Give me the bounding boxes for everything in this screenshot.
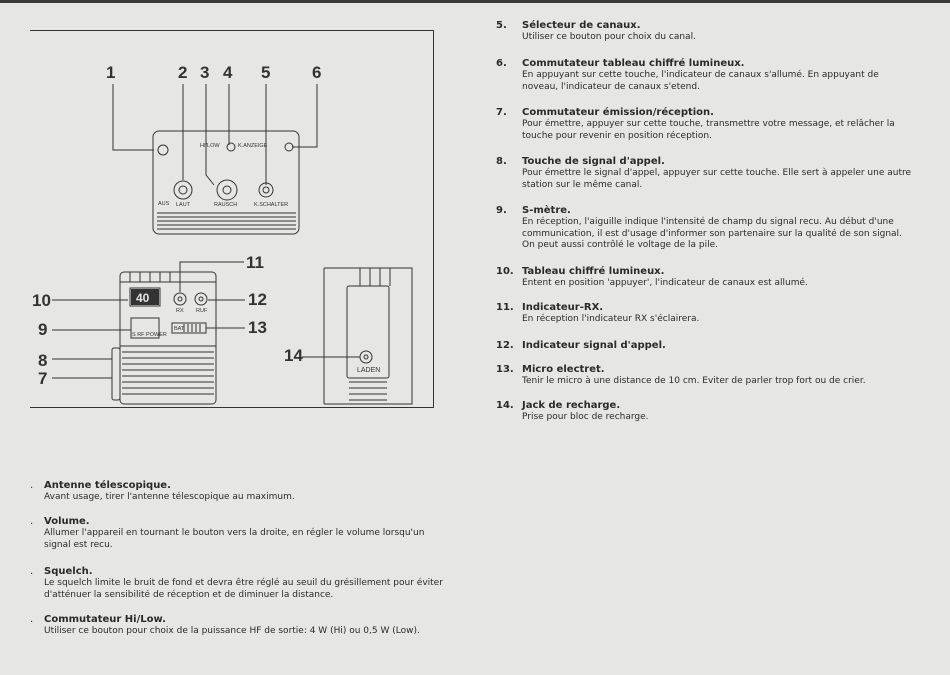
- label-laut: LAUT: [176, 202, 191, 208]
- label-smeter: S RF POWER: [132, 332, 167, 338]
- callout-9: 9: [38, 320, 48, 339]
- left-item-squelch: . Squelch. Le squelch limite le bruit de fond et devra être réglé au seuil du grésillement pour éviter d'atténuer la sensibilité de réception et de diminuer la distance.: [30, 566, 443, 600]
- callout-12: 12: [248, 290, 267, 309]
- item-6: 6. Commutateur tableau chiffré lumineux. En appuyant sur cette touche, l'indicateur de canaux s'allumé. En appuyant de noveau, l'indicateur de canaux s'etend.: [496, 58, 879, 92]
- callout-13: 13: [248, 318, 267, 337]
- item-9: 9. S-mètre. En réception, l'aiguille indique l'intensité de champ du signal recu. Au début d'une communication, il est d'usage d'informer son partenaire sur la qualité de son signal. On peut aussi contrôlé le voltage de la pile.: [496, 205, 902, 250]
- label-hilow: HI/LOW: [200, 143, 220, 149]
- callout-4: 4: [223, 63, 233, 82]
- display-digits: 40: [136, 291, 150, 305]
- callout-8: 8: [38, 351, 48, 370]
- label-kanzeige: K.ANZEIGE: [238, 143, 268, 149]
- left-item-antenne: . Antenne télescopique. Avant usage, tirer l'antenne télescopique au maximum.: [30, 480, 295, 502]
- callout-6: 6: [312, 63, 322, 82]
- callout-3: 3: [200, 63, 210, 82]
- callout-11: 11: [246, 253, 264, 272]
- item-5: 5. Sélecteur de canaux. Utiliser ce bouton pour choix du canal.: [496, 20, 696, 42]
- label-laden: LADEN: [357, 367, 381, 374]
- item-13: 13. Micro electret. Tenir le micro à une distance de 10 cm. Eviter de parler trop fort ou de crier.: [496, 364, 866, 386]
- item-12: 12. Indicateur signal d'appel.: [496, 340, 666, 351]
- callout-7: 7: [38, 369, 48, 388]
- item-11: 11. Indicateur-RX. En réception l'indicateur RX s'éclairera.: [496, 302, 700, 324]
- label-kschalter: K.SCHALTER: [254, 202, 289, 208]
- label-aus: AUS: [158, 201, 170, 207]
- item-14: 14. Jack de recharge. Prise pour bloc de recharge.: [496, 400, 649, 422]
- callout-5: 5: [261, 63, 271, 82]
- left-item-volume: . Volume. Allumer l'appareil en tournant le bouton vers la droite, en régler le volume lorsqu'un signal est recu.: [30, 516, 425, 550]
- item-8: 8. Touche de signal d'appel. Pour émettre le signal d'appel, appuyer sur cette touche. Elle sert à appeler une autre station sur le même canal.: [496, 156, 912, 190]
- callout-2: 2: [178, 63, 188, 82]
- device-diagram: [0, 0, 440, 420]
- callout-10: 10: [32, 291, 51, 310]
- callout-14: 14: [284, 346, 303, 365]
- left-item-hilow: . Commutateur Hi/Low. Utiliser ce bouton pour choix de la puissance HF de sortie: 4 W (Hi) ou 0,5 W (Low).: [30, 614, 420, 636]
- label-rausch: RAUSCH: [214, 202, 238, 208]
- item-10: 10. Tableau chiffré lumineux. Entent en position 'appuyer', l'indicateur de canaux est allumé.: [496, 266, 808, 288]
- label-rx: RX: [176, 308, 184, 314]
- callout-1: 1: [106, 63, 116, 82]
- label-ruf: RUF: [196, 308, 208, 314]
- item-7: 7. Commutateur émission/réception. Pour émettre, appuyer sur cette touche, transmettre votre message, et relâcher la touche pour revenir en position réception.: [496, 107, 895, 141]
- label-bat: BAT: [174, 326, 185, 332]
